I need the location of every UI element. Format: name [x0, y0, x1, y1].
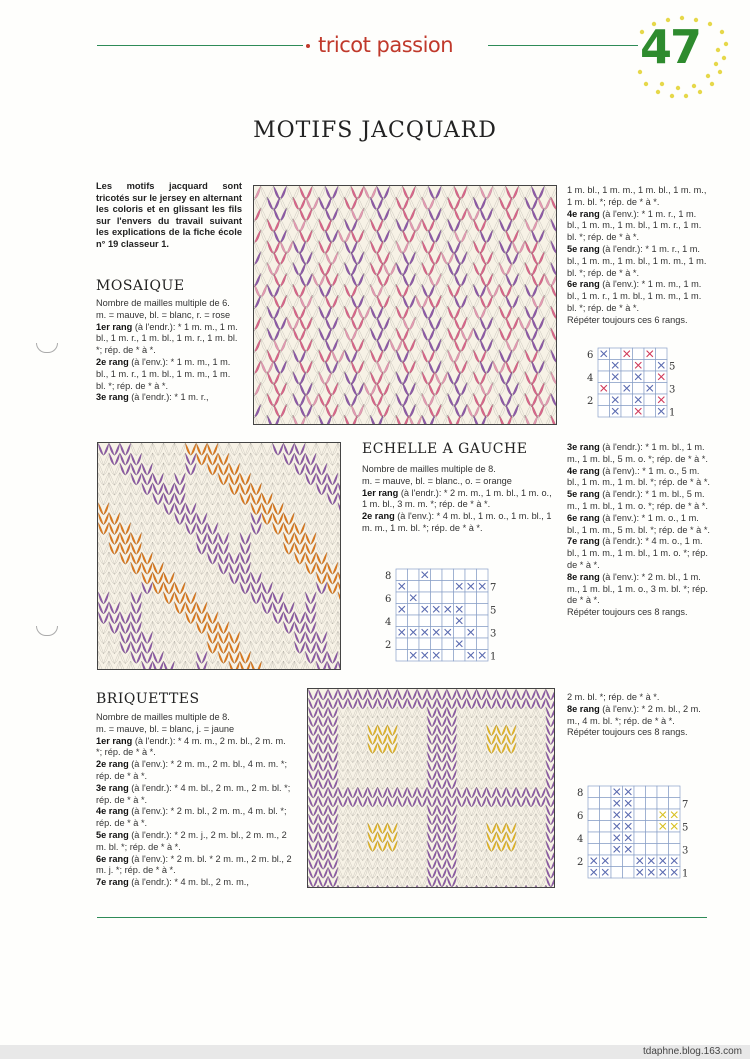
row-number: 3 — [682, 845, 689, 857]
row-text: (à l'env.): * 1 m. o., 1 m. bl., 1 m. m., 5 m. bl. *; rép. de * à *. — [567, 512, 710, 535]
row-label: 5e rang — [567, 243, 600, 254]
chart-cell — [477, 604, 489, 616]
chart-cell — [477, 615, 489, 627]
row-label: 8e rang — [567, 703, 600, 714]
section-title-briquettes: BRIQUETTES — [96, 691, 200, 707]
row-number: 3 — [669, 384, 676, 396]
decor-dot — [720, 30, 724, 34]
chart-cell — [419, 592, 431, 604]
knit-stitch — [253, 230, 254, 244]
briquettes-chart — [576, 785, 692, 884]
row-text: (à l'env.): * 2 m. bl. * 2 m. m., 2 m. bl., 2 m. j. *; rép. de * à *. — [96, 853, 292, 876]
row-label: 1er rang — [96, 321, 133, 332]
row-text: Nombre de mailles multiple de 6. — [96, 298, 230, 308]
chart-cell — [634, 832, 646, 844]
row-label: 6e rang — [567, 512, 600, 523]
chart-cell — [454, 569, 466, 581]
instruction-line — [96, 877, 292, 889]
chart-cell — [610, 383, 622, 395]
instruction-line — [567, 536, 711, 571]
instruction-line — [96, 322, 242, 357]
row-number: 7 — [682, 799, 689, 811]
chart-cell — [442, 650, 454, 662]
chart-cell — [408, 615, 420, 627]
decor-dot — [714, 62, 718, 66]
chart-cell — [588, 809, 600, 821]
knit-stitch — [253, 208, 254, 222]
chart-cell — [646, 844, 658, 856]
row-text: (à l'endr.): * 4 m. o., 1 m. bl., 1 m. m., 1 m. bl., 1 m. o. *; rép. de * à *. — [567, 536, 708, 570]
chart-cell — [623, 867, 635, 879]
row-number: 8 — [385, 570, 392, 582]
instruction-line — [96, 830, 292, 854]
chart-grid — [384, 568, 500, 662]
chart-cell — [408, 638, 420, 650]
row-number: 6 — [385, 593, 392, 605]
instruction-line — [96, 783, 292, 807]
row-label: 3e rang — [96, 782, 129, 793]
chart-cell — [396, 638, 408, 650]
row-text: (à l'env.): * 1 m. m., 1 m. bl., 1 m. r., 1 m. bl., 1 m. m., 1 m. bl. *; rép. de * à *. — [567, 279, 702, 313]
binder-hole — [36, 626, 58, 636]
row-text: (à l'env.): * 1 m. r., 1 m. bl., 1 m. m., 1 m. bl., 1 m. r., 1 m. bl. *; rép. de * à *. — [567, 208, 702, 243]
chart-cell — [611, 867, 623, 879]
footer-strip — [0, 1045, 750, 1059]
instruction-line — [567, 209, 711, 244]
instruction-line — [362, 488, 556, 512]
row-text: (à l'env.): * 2 m. bl., 1 m. m., 1 m. bl., 1 m. o., 3 m. bl. *; rép. de * à *. — [567, 571, 708, 606]
row-label: 4e rang — [567, 208, 600, 219]
chart-cell — [600, 832, 612, 844]
chart-cell — [465, 604, 477, 616]
instruction-line — [96, 724, 292, 736]
row-text: (à l'endr.): * 1 m. r., — [128, 392, 209, 403]
row-number: 2 — [385, 639, 392, 651]
brand-dot — [306, 44, 310, 48]
chart-cell — [669, 832, 681, 844]
chart-cell — [396, 615, 408, 627]
instruction-line — [362, 476, 556, 488]
row-text: (à l'endr.): * 1 m. r., 1 m. bl., 1 m. m., 1 m. bl., 1 m. m., 1 m. bl. *; rép. de * à *. — [567, 243, 707, 278]
knit-stitch — [253, 295, 254, 309]
row-text: (à l'env).: * 1 m. o., 5 m. bl., 1 m. m., 1 m. bl. *; rép. de * à *. — [567, 465, 710, 488]
instruction-line — [96, 712, 292, 724]
chart-cell — [419, 638, 431, 650]
decor-dot — [676, 86, 680, 90]
row-label: 7e rang — [567, 536, 600, 547]
chart-cell — [656, 383, 668, 395]
briquettes-instructions-2 — [567, 692, 711, 739]
row-number: 1 — [490, 651, 497, 662]
chart-cell — [408, 581, 420, 593]
chart-cell — [442, 592, 454, 604]
instruction-line — [96, 298, 242, 310]
chart-cell — [588, 844, 600, 856]
row-label: 7e rang — [96, 877, 129, 888]
chart-cell — [644, 406, 656, 418]
chart-cell — [610, 348, 622, 360]
row-number: 8 — [577, 787, 584, 799]
chart-cell — [611, 855, 623, 867]
chart-cell — [442, 569, 454, 581]
chart-cell — [477, 627, 489, 639]
source-credit: tdaphne.blog.163.com — [643, 1046, 742, 1057]
row-number: 2 — [577, 856, 584, 868]
chart-cell — [408, 569, 420, 581]
page-number: 47 — [640, 20, 701, 74]
chart-cell — [442, 615, 454, 627]
chart-cell — [633, 383, 645, 395]
row-number: 5 — [682, 822, 689, 834]
chart-cell — [633, 348, 645, 360]
chart-cell — [634, 809, 646, 821]
chart-cell — [588, 832, 600, 844]
chart-cell — [431, 592, 443, 604]
instruction-line — [96, 357, 242, 392]
knit-stitch — [253, 186, 254, 200]
row-text: Répéter toujours ces 8 rangs. — [567, 607, 688, 618]
row-text: (à l'env.): * 2 m. bl., 2 m. m., 4 m. bl. *; rép. de * à *. — [96, 806, 287, 829]
row-label: 6e rang — [96, 853, 129, 864]
row-number: 5 — [669, 361, 676, 373]
knit-stitch — [253, 382, 254, 396]
chart-cell — [588, 786, 600, 798]
chart-cell — [646, 809, 658, 821]
chart-cell — [598, 360, 610, 372]
chart-cell — [600, 821, 612, 833]
chart-cell — [465, 638, 477, 650]
decor-dot — [710, 82, 714, 86]
row-text: Nombre de mailles multiple de 8. — [96, 712, 230, 722]
echelle-instructions-2 — [567, 442, 711, 619]
row-text: (à l'endr.): * 2 m. m., 1 m. bl., 1 m. o., 1 m. bl., 3 m. m. *; rép. de * à *. — [362, 487, 552, 510]
knit-stitch — [253, 317, 254, 331]
decor-dot — [708, 22, 712, 26]
instruction-line — [96, 736, 292, 760]
chart-cell — [588, 798, 600, 810]
brand-logo: tricot passion — [318, 33, 454, 57]
chart-cell — [634, 786, 646, 798]
instruction-line — [96, 392, 242, 404]
decor-dot — [706, 74, 710, 78]
chart-cell — [657, 844, 669, 856]
chart-cell — [477, 592, 489, 604]
row-label: 2e rang — [362, 511, 395, 522]
chart-grid — [586, 347, 679, 418]
chart-cell — [600, 844, 612, 856]
row-text: m. = mauve, bl. = blanc, j. = jaune — [96, 723, 235, 734]
decor-dot — [698, 90, 702, 94]
chart-cell — [621, 406, 633, 418]
decor-dot — [722, 56, 726, 60]
instruction-line — [362, 464, 556, 476]
decor-dot — [692, 84, 696, 88]
chart-cell — [646, 786, 658, 798]
row-number: 1 — [682, 868, 689, 879]
decor-dot — [656, 90, 660, 94]
binder-hole — [36, 343, 58, 353]
chart-cell — [588, 821, 600, 833]
row-text: 1 m. bl., 1 m. m., 1 m. bl., 1 m. m., 1 m. bl. *; rép. de * à *. — [567, 185, 707, 207]
instruction-line — [362, 511, 556, 535]
row-label: 1er rang — [362, 487, 399, 498]
chart-cell — [644, 394, 656, 406]
chart-cell — [600, 786, 612, 798]
chart-cell — [396, 569, 408, 581]
knit-stitch — [253, 339, 254, 353]
mosaique-chart — [586, 347, 679, 423]
chart-cell — [598, 371, 610, 383]
header-rule-left — [97, 45, 303, 46]
chart-cell — [634, 798, 646, 810]
briquettes-photo — [307, 688, 555, 888]
row-number: 2 — [587, 395, 594, 407]
instruction-line — [96, 310, 242, 322]
row-text: Répéter toujours ces 6 rangs. — [567, 314, 688, 325]
row-text: (à l'env.): * 4 m. bl., 1 m. o., 1 m. bl., 1 m. m., 1 m. bl. *; rép. de * à *. — [362, 511, 552, 533]
knit-stitch — [253, 251, 254, 265]
instruction-line — [567, 442, 711, 466]
row-text: m. = mauve, bl. = blanc, r. = rose — [96, 309, 231, 320]
chart-cell — [621, 371, 633, 383]
chart-cell — [600, 809, 612, 821]
chart-cell — [669, 786, 681, 798]
knit-stitch — [253, 361, 254, 375]
instruction-line — [567, 692, 711, 704]
row-text: (à l'endr.): * 1 m. m., 1 m. bl., 1 m. r., 1 m. bl., 1 m. r., 1 m. bl. *; rép. de * à *. — [96, 321, 238, 356]
instruction-line — [567, 279, 711, 314]
row-number: 6 — [587, 349, 594, 361]
footer-rule — [97, 917, 707, 918]
chart-cell — [634, 844, 646, 856]
row-text: (à l'endr.): * 1 m. bl., 1 m. m., 1 m. bl., 5 m. o. *; rép. de * à *. — [567, 442, 708, 464]
row-label: 5e rang — [96, 829, 129, 840]
row-label: 6e rang — [567, 279, 600, 290]
chart-cell — [431, 581, 443, 593]
echelle-instructions-1 — [362, 464, 556, 535]
row-number: 4 — [577, 833, 584, 845]
chart-cell — [657, 786, 669, 798]
row-number: 5 — [490, 605, 497, 617]
instruction-line — [567, 607, 711, 619]
chart-cell — [454, 650, 466, 662]
section-title-echelle: ECHELLE A GAUCHE — [362, 441, 528, 457]
instruction-line — [567, 572, 711, 607]
row-text: (à l'endr.): * 1 m. bl., 5 m. m., 1 m. bl., 1 m. o. *; rép. de * à *. — [567, 489, 708, 511]
chart-cell — [646, 798, 658, 810]
row-number: 3 — [490, 628, 497, 640]
chart-cell — [419, 615, 431, 627]
row-text: (à l'env.): * 2 m. m., 2 m. bl., 4 m. m. *; rép. de * à *. — [96, 759, 288, 781]
chart-cell — [600, 798, 612, 810]
row-text: (à l'endr.): * 4 m. bl., 2 m. m., — [128, 877, 249, 888]
decor-dot — [718, 70, 722, 74]
page-title: MOTIFS JACQUARD — [253, 118, 497, 143]
row-text: m. = mauve, bl. = blanc., o. = orange — [362, 475, 512, 486]
row-number: 1 — [669, 407, 676, 418]
mosaique-instructions-1 — [96, 298, 242, 404]
row-text: (à l'env.): * 2 m. bl., 2 m. m., 4 m. bl. *; rép. de * à *. — [567, 703, 701, 726]
row-text: Nombre de mailles multiple de 8. — [362, 464, 496, 474]
chart-cell — [477, 638, 489, 650]
instruction-line — [567, 315, 711, 327]
chart-cell — [657, 798, 669, 810]
row-label: 2e rang — [96, 356, 129, 367]
intro-text: Les motifs jacquard sont tricotés sur le jersey en alternant les coloris et en glissant les fils sur l'envers du travail suivant les explications de la fiche école n° 19 classeur 1. — [96, 181, 242, 249]
chart-cell — [465, 615, 477, 627]
chart-cell — [442, 581, 454, 593]
row-text: 2 m. bl. *; rép. de * à *. — [567, 692, 660, 702]
decor-dot — [660, 82, 664, 86]
chart-cell — [465, 569, 477, 581]
header-rule-right — [488, 45, 638, 46]
chart-cell — [621, 394, 633, 406]
chart-cell — [621, 360, 633, 372]
row-number: 7 — [490, 582, 497, 594]
chart-cell — [442, 638, 454, 650]
row-text: (à l'endr.): * 4 m. m., 2 m. bl., 2 m. m. *; rép. de * à *. — [96, 735, 286, 758]
decor-dot — [670, 94, 674, 98]
decor-dot — [716, 48, 720, 52]
chart-grid — [576, 785, 692, 879]
chart-cell — [431, 569, 443, 581]
chart-cell — [644, 371, 656, 383]
row-text: Répéter toujours ces 8 rangs. — [567, 727, 688, 738]
row-label: 2e rang — [96, 759, 129, 770]
row-label: 3e rang — [567, 442, 600, 452]
instruction-line — [567, 513, 711, 537]
chart-cell — [646, 832, 658, 844]
instruction-line — [567, 466, 711, 490]
mosaique-photo — [253, 185, 557, 425]
row-label: 5e rang — [567, 489, 600, 500]
row-label: 4e rang — [567, 465, 600, 476]
row-number: 6 — [577, 810, 584, 822]
instruction-line — [567, 185, 711, 209]
decor-dot — [644, 82, 648, 86]
row-number: 4 — [587, 372, 594, 384]
chart-cell — [396, 592, 408, 604]
chart-cell — [669, 798, 681, 810]
chart-cell — [454, 592, 466, 604]
row-label: 8e rang — [567, 571, 600, 582]
chart-cell — [657, 832, 669, 844]
chart-cell — [656, 348, 668, 360]
chart-cell — [454, 627, 466, 639]
instruction-line — [567, 489, 711, 513]
chart-cell — [477, 569, 489, 581]
row-text: (à l'endr.): * 2 m. j., 2 m. bl., 2 m. m., 2 m. bl. *; rép. de * à *. — [96, 829, 287, 852]
section-title-mosaique: MOSAIQUE — [96, 278, 185, 294]
decor-dot — [724, 42, 728, 46]
instruction-line — [567, 727, 711, 739]
row-label: 3e rang — [96, 392, 129, 403]
chart-cell — [634, 821, 646, 833]
chart-cell — [396, 650, 408, 662]
chart-cell — [598, 394, 610, 406]
row-text: (à l'env.): * 1 m. m., 1 m. bl., 1 m. r., 1 m. bl., 1 m. m., 1 m. bl. *; rép. de * à *. — [96, 356, 231, 391]
chart-cell — [669, 844, 681, 856]
row-label: 4e rang — [96, 806, 129, 817]
chart-cell — [465, 592, 477, 604]
instruction-line — [96, 854, 292, 878]
mosaique-instructions-2 — [567, 185, 711, 327]
chart-cell — [598, 406, 610, 418]
instruction-line — [567, 704, 711, 728]
instruction-line — [96, 806, 292, 830]
instruction-line — [567, 244, 711, 279]
chart-cell — [646, 821, 658, 833]
knit-stitch — [253, 273, 254, 287]
chart-cell — [419, 581, 431, 593]
briquettes-instructions-1 — [96, 712, 292, 889]
row-number: 4 — [385, 616, 392, 628]
echelle-photo — [97, 442, 341, 670]
chart-cell — [644, 360, 656, 372]
decor-dot — [684, 94, 688, 98]
instruction-line — [96, 759, 292, 783]
row-label: 1er rang — [96, 735, 133, 746]
row-text: (à l'endr.): * 4 m. bl., 2 m. m., 2 m. bl. *; rép. de * à *. — [96, 782, 291, 805]
echelle-chart — [384, 568, 500, 667]
chart-cell — [431, 638, 443, 650]
chart-cell — [623, 855, 635, 867]
knit-stitch — [253, 404, 254, 418]
chart-cell — [408, 604, 420, 616]
chart-cell — [431, 615, 443, 627]
